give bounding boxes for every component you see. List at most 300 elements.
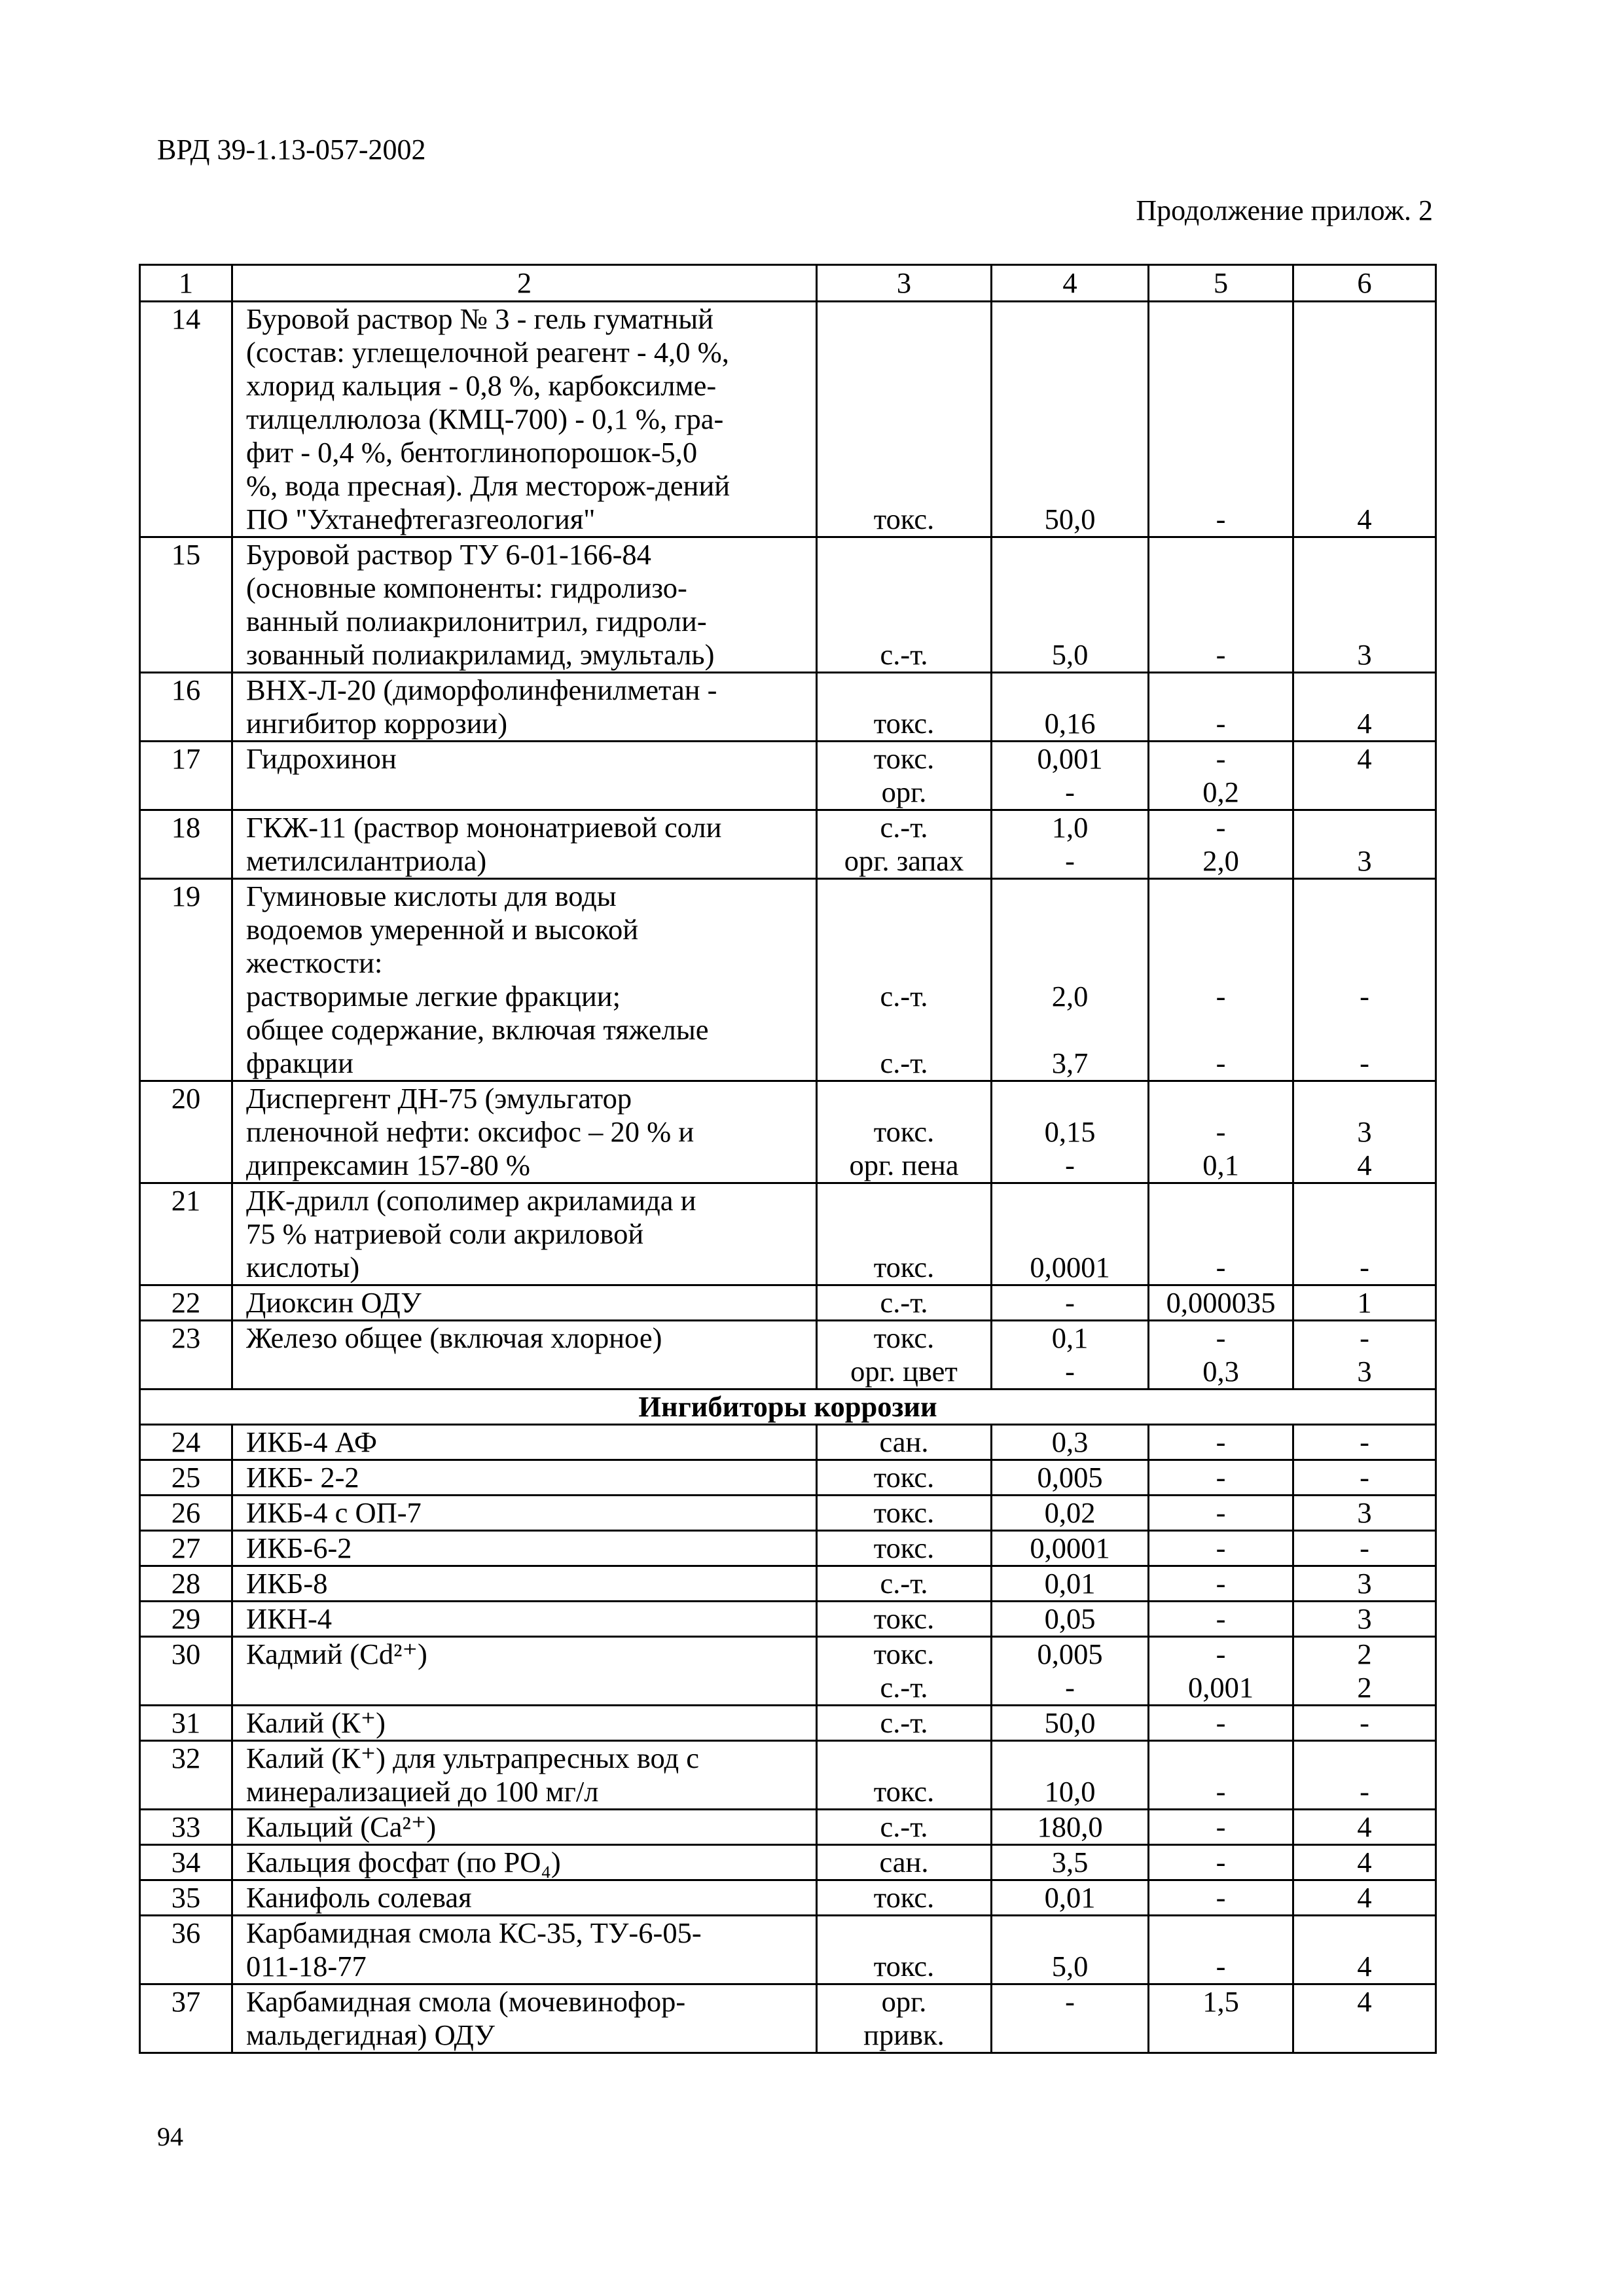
cell-line — [1294, 913, 1435, 946]
hazard-indicator — [817, 1984, 992, 2053]
name-line: минерализацией до 100 мг/л — [246, 1775, 599, 1808]
secondary-value — [1149, 537, 1293, 673]
concentration-value — [992, 1984, 1149, 2053]
table-row — [140, 1081, 1436, 1183]
hazard-class — [1293, 1566, 1436, 1602]
name-line: Диспергент ДН-75 (эмульгатор — [246, 1082, 632, 1115]
table-row — [140, 1496, 1436, 1531]
cell-line: - — [1360, 1461, 1369, 1494]
secondary-value — [1149, 1425, 1293, 1460]
row-number: 28 — [140, 1566, 232, 1602]
concentration-value — [992, 1566, 1149, 1602]
hazard-indicator — [817, 879, 992, 1081]
cell-line: токс. — [873, 1461, 935, 1494]
cell-line: - — [1216, 1602, 1226, 1635]
row-number: 21 — [140, 1183, 232, 1285]
name-line: ИКБ-4 с ОП-7 — [246, 1496, 422, 1529]
cell-line: 4 — [1357, 707, 1372, 740]
cell-line: - — [1360, 1775, 1369, 1808]
secondary-value — [1149, 1637, 1293, 1706]
concentration-value — [992, 1081, 1149, 1183]
cell-line: 0,0001 — [1030, 1532, 1110, 1564]
table-row — [140, 1566, 1436, 1602]
substance-name — [232, 1460, 817, 1496]
cell-line: 4 — [1357, 1985, 1372, 2018]
name-line: Кальция фосфат (по PO₄) — [246, 1846, 561, 1878]
cell-line: - — [1065, 844, 1075, 877]
hazard-indicator — [817, 810, 992, 879]
cell-line: - — [1360, 1047, 1369, 1079]
table-row — [140, 673, 1436, 742]
hazard-class — [1293, 810, 1436, 879]
hazard-class — [1293, 1425, 1436, 1460]
cell-line: 0,01 — [1044, 1567, 1096, 1600]
cell-line: 0,16 — [1044, 707, 1096, 740]
hazard-indicator — [817, 1880, 992, 1916]
cell-line: токс. — [873, 1321, 935, 1354]
cell-line: 0,15 — [1044, 1115, 1096, 1148]
substance-name — [232, 1916, 817, 1984]
cell-line: 2,0 — [1202, 844, 1239, 877]
table-row — [140, 1810, 1436, 1845]
name-line: Гидрохинон — [246, 742, 397, 775]
hazard-indicator — [817, 673, 992, 742]
row-number: 32 — [140, 1741, 232, 1810]
substance-name — [232, 1984, 817, 2053]
cell-line — [992, 913, 1147, 946]
name-line: кислоты) — [246, 1251, 360, 1283]
cell-line: - — [1216, 1426, 1226, 1458]
hazard-class — [1293, 1183, 1436, 1285]
name-line: жесткости: — [246, 946, 383, 979]
name-line: ГКЖ-11 (раствор мононатриевой соли — [246, 811, 722, 844]
column-header: 1 — [140, 265, 232, 302]
cell-line: с.-т. — [880, 980, 928, 1013]
row-number: 24 — [140, 1425, 232, 1460]
secondary-value — [1149, 1460, 1293, 1496]
concentration-value — [992, 1810, 1149, 1845]
cell-line: 3 — [1357, 1602, 1372, 1635]
cell-line: 0,02 — [1044, 1496, 1096, 1529]
cell-line: с.-т. — [880, 1671, 928, 1704]
cell-line: - — [1216, 1047, 1226, 1079]
cell-line: 0,0001 — [1030, 1251, 1110, 1283]
row-number: 34 — [140, 1845, 232, 1880]
secondary-value — [1149, 1183, 1293, 1285]
name-line: ИКБ-6-2 — [246, 1532, 352, 1564]
name-line: ДК-дрилл (сополимер акриламида и — [246, 1184, 696, 1217]
hazard-indicator — [817, 1285, 992, 1321]
cell-line — [1149, 1013, 1292, 1047]
concentration-value — [992, 1321, 1149, 1390]
cell-line — [1294, 811, 1435, 844]
hazard-class — [1293, 1706, 1436, 1741]
secondary-value — [1149, 879, 1293, 1081]
concentration-value — [992, 1880, 1149, 1916]
hazard-indicator — [817, 1637, 992, 1706]
name-line: фракции — [246, 1047, 353, 1079]
cell-line: - — [1360, 980, 1369, 1013]
secondary-value — [1149, 1845, 1293, 1880]
row-number: 26 — [140, 1496, 232, 1531]
substance-name — [232, 1845, 817, 1880]
hazard-class — [1293, 537, 1436, 673]
table-header-row — [140, 265, 1436, 302]
cell-line: 4 — [1357, 1881, 1372, 1914]
row-number: 27 — [140, 1531, 232, 1566]
substance-name — [232, 1706, 817, 1741]
table-row — [140, 1602, 1436, 1637]
cell-line: 2 — [1357, 1638, 1372, 1670]
name-line: Карбамидная смола КС-35, ТУ-6-05- — [246, 1916, 702, 1949]
substance-name — [232, 537, 817, 673]
cell-line: 0,3 — [1202, 1355, 1239, 1388]
secondary-value — [1149, 1602, 1293, 1637]
hazard-indicator — [817, 1425, 992, 1460]
concentration-value — [992, 537, 1149, 673]
cell-line — [818, 1013, 990, 1047]
name-line: общее содержание, включая тяжелые — [246, 1013, 709, 1046]
secondary-value — [1149, 673, 1293, 742]
cell-line: - — [1065, 1355, 1075, 1388]
substance-name — [232, 1810, 817, 1845]
cell-line: токс. — [873, 1602, 935, 1635]
hazard-indicator — [817, 1531, 992, 1566]
cell-line: - — [1065, 776, 1075, 808]
name-line: тилцеллюлоза (КМЦ-700) - 0,1 %, гра- — [246, 403, 724, 435]
table-row — [140, 810, 1436, 879]
secondary-value — [1149, 810, 1293, 879]
hazard-indicator — [817, 1321, 992, 1390]
cell-line: орг. цвет — [850, 1355, 958, 1388]
substance-name — [232, 673, 817, 742]
column-header: 4 — [992, 265, 1149, 302]
hazard-class — [1293, 1496, 1436, 1531]
substances-table — [139, 264, 1437, 2054]
cell-line: 50,0 — [1044, 503, 1096, 535]
cell-line: - — [1216, 980, 1226, 1013]
cell-line — [992, 2018, 1147, 2052]
name-line: ПО "Ухтанефтегазгеология" — [246, 503, 596, 535]
hazard-indicator — [817, 537, 992, 673]
hazard-class — [1293, 302, 1436, 537]
cell-line: 3,5 — [1051, 1846, 1089, 1878]
secondary-value — [1149, 1810, 1293, 1845]
cell-line: 3 — [1357, 844, 1372, 877]
cell-line: 50,0 — [1044, 1706, 1096, 1739]
substance-name — [232, 879, 817, 1081]
cell-line: - — [1216, 1321, 1226, 1354]
name-line: Кальций (Са²⁺) — [246, 1810, 437, 1843]
cell-line: 180,0 — [1037, 1810, 1103, 1843]
concentration-value — [992, 1741, 1149, 1810]
substance-name — [232, 1183, 817, 1285]
cell-line: 2,0 — [1051, 980, 1089, 1013]
substance-name — [232, 302, 817, 537]
substance-name — [232, 742, 817, 810]
cell-line — [1149, 880, 1292, 913]
name-line: мальдегидная) ОДУ — [246, 2018, 495, 2051]
hazard-class — [1293, 1845, 1436, 1880]
concentration-value — [992, 742, 1149, 810]
cell-line: - — [1360, 1532, 1369, 1564]
cell-line: - — [1360, 1706, 1369, 1739]
cell-line: - — [1065, 1985, 1075, 2018]
name-line: %, вода пресная). Для месторож-дений — [246, 469, 731, 502]
substance-name — [232, 1602, 817, 1637]
name-line: Калий (К⁺) — [246, 1706, 386, 1739]
name-line: ингибитор коррозии) — [246, 707, 508, 740]
hazard-indicator — [817, 1845, 992, 1880]
name-line: Карбамидная смола (мочевинофор- — [246, 1985, 686, 2018]
cell-line: 0,01 — [1044, 1881, 1096, 1914]
concentration-value — [992, 1531, 1149, 1566]
name-line: растворимые легкие фракции; — [246, 980, 621, 1013]
cell-line — [1294, 1013, 1435, 1047]
secondary-value — [1149, 1916, 1293, 1984]
cell-line: 0,001 — [1037, 742, 1103, 775]
cell-line: - — [1216, 1881, 1226, 1914]
name-line: 75 % натриевой соли акриловой — [246, 1217, 644, 1250]
cell-line: сан. — [879, 1846, 929, 1878]
cell-line: - — [1216, 1567, 1226, 1600]
row-number: 16 — [140, 673, 232, 742]
continuation-label: Продолжение прилож. 2 — [1136, 194, 1433, 226]
row-number: 25 — [140, 1460, 232, 1496]
cell-line: 1,5 — [1202, 1985, 1239, 2018]
cell-line: 0,005 — [1037, 1461, 1103, 1494]
name-line: Кадмий (Cd²⁺) — [246, 1638, 427, 1670]
cell-line — [992, 1082, 1147, 1115]
cell-line: токс. — [873, 1115, 935, 1148]
cell-line: сан. — [879, 1426, 929, 1458]
concentration-value — [992, 1706, 1149, 1741]
concentration-value — [992, 302, 1149, 537]
cell-line: - — [1360, 1251, 1369, 1283]
cell-line: 1,0 — [1051, 811, 1089, 844]
name-line: (основные компоненты: гидролизо- — [246, 571, 687, 604]
table-row — [140, 1637, 1436, 1706]
substance-name — [232, 1285, 817, 1321]
cell-line: 10,0 — [1044, 1775, 1096, 1808]
cell-line: с.-т. — [880, 1706, 928, 1739]
table-row — [140, 742, 1436, 810]
cell-line — [992, 1013, 1147, 1047]
cell-line: 5,0 — [1051, 1950, 1089, 1982]
cell-line — [1149, 946, 1292, 980]
hazard-class — [1293, 1285, 1436, 1321]
name-line: Диоксин ОДУ — [246, 1286, 422, 1319]
cell-line: с.-т. — [880, 1047, 928, 1079]
cell-line: 0,1 — [1051, 1321, 1089, 1354]
cell-line — [1294, 2018, 1435, 2052]
cell-line: токс. — [873, 707, 935, 740]
name-line: ИКБ-8 — [246, 1567, 328, 1600]
cell-line — [992, 880, 1147, 913]
cell-line: с.-т. — [880, 811, 928, 844]
concentration-value — [992, 1496, 1149, 1531]
concentration-value — [992, 879, 1149, 1081]
cell-line: токс. — [873, 1251, 935, 1283]
name-line: ИКН-4 — [246, 1602, 333, 1635]
cell-line: с.-т. — [880, 638, 928, 671]
cell-line: - — [1216, 1638, 1226, 1670]
name-line: Гуминовые кислоты для воды — [246, 880, 617, 912]
cell-line: орг. — [881, 776, 927, 808]
name-line: хлорид кальция - 0,8 %, карбоксилме- — [246, 369, 717, 402]
table-row — [140, 1321, 1436, 1390]
table-row — [140, 1916, 1436, 1984]
table-row — [140, 1183, 1436, 1285]
secondary-value — [1149, 1081, 1293, 1183]
cell-line: 0,001 — [1187, 1671, 1254, 1704]
name-line: фит - 0,4 %, бентоглинопорошок-5,0 — [246, 436, 698, 469]
cell-line: 5,0 — [1051, 638, 1089, 671]
section-title: Ингибиторы коррозии — [140, 1390, 1436, 1425]
substance-name — [232, 810, 817, 879]
hazard-class — [1293, 1984, 1436, 2053]
row-number: 20 — [140, 1081, 232, 1183]
cell-line: - — [1065, 1149, 1075, 1181]
name-line: Буровой раствор № 3 - гель гуматный — [246, 302, 713, 335]
cell-line: токс. — [873, 1532, 935, 1564]
name-line: 011-18-77 — [246, 1950, 367, 1982]
cell-line — [818, 1082, 990, 1115]
document-code: ВРД 39-1.13-057-2002 — [157, 134, 426, 166]
cell-line: - — [1216, 1115, 1226, 1148]
column-header: 2 — [232, 265, 817, 302]
cell-line: 4 — [1357, 1810, 1372, 1843]
cell-line: токс. — [873, 503, 935, 535]
hazard-indicator — [817, 742, 992, 810]
cell-line: 3,7 — [1051, 1047, 1089, 1079]
row-number: 30 — [140, 1637, 232, 1706]
cell-line: токс. — [873, 1775, 935, 1808]
table-row — [140, 302, 1436, 537]
table-row — [140, 1880, 1436, 1916]
row-number: 36 — [140, 1916, 232, 1984]
table-row — [140, 1425, 1436, 1460]
cell-line: привк. — [863, 2018, 945, 2051]
cell-line: 0,000035 — [1166, 1286, 1276, 1319]
cell-line: 4 — [1357, 1846, 1372, 1878]
row-number: 14 — [140, 302, 232, 537]
cell-line — [1294, 946, 1435, 980]
name-line: дипрексамин 157-80 % — [246, 1149, 531, 1181]
row-number: 35 — [140, 1880, 232, 1916]
cell-line — [1294, 880, 1435, 913]
substance-name — [232, 1566, 817, 1602]
hazard-indicator — [817, 1081, 992, 1183]
row-number: 23 — [140, 1321, 232, 1390]
table-row — [140, 879, 1436, 1081]
table-row — [140, 537, 1436, 673]
page-number: 94 — [157, 2122, 183, 2151]
row-number: 31 — [140, 1706, 232, 1741]
cell-line: токс. — [873, 742, 935, 775]
cell-line — [1149, 913, 1292, 946]
cell-line: 3 — [1357, 1115, 1372, 1148]
name-line: Железо общее (включая хлорное) — [246, 1321, 662, 1354]
hazard-class — [1293, 1637, 1436, 1706]
cell-line: - — [1216, 811, 1226, 844]
name-line: зованный полиакриламид, эмульталь) — [246, 638, 715, 671]
hazard-class — [1293, 1916, 1436, 1984]
cell-line: - — [1065, 1286, 1075, 1319]
cell-line: 3 — [1357, 1355, 1372, 1388]
cell-line: 3 — [1357, 1567, 1372, 1600]
hazard-indicator — [817, 1496, 992, 1531]
substance-name — [232, 1081, 817, 1183]
concentration-value — [992, 1916, 1149, 1984]
table-row — [140, 1460, 1436, 1496]
hazard-class — [1293, 1741, 1436, 1810]
cell-line: - — [1065, 1671, 1075, 1704]
cell-line — [1149, 1082, 1292, 1115]
hazard-class — [1293, 1531, 1436, 1566]
concentration-value — [992, 673, 1149, 742]
concentration-value — [992, 1637, 1149, 1706]
hazard-indicator — [817, 1810, 992, 1845]
name-line: ИКБ- 2-2 — [246, 1461, 359, 1494]
row-number: 22 — [140, 1285, 232, 1321]
secondary-value — [1149, 1531, 1293, 1566]
name-line: ванный полиакрилонитрил, гидроли- — [246, 605, 707, 637]
cell-line: 0,05 — [1044, 1602, 1096, 1635]
hazard-indicator — [817, 1602, 992, 1637]
name-line: водоемов умеренной и высокой — [246, 913, 639, 946]
hazard-indicator — [817, 302, 992, 537]
concentration-value — [992, 1183, 1149, 1285]
hazard-class — [1293, 673, 1436, 742]
row-number: 17 — [140, 742, 232, 810]
cell-line: 4 — [1357, 503, 1372, 535]
cell-line: 0,005 — [1037, 1638, 1103, 1670]
secondary-value — [1149, 302, 1293, 537]
hazard-indicator — [817, 1706, 992, 1741]
hazard-class — [1293, 1602, 1436, 1637]
table-row — [140, 1285, 1436, 1321]
secondary-value — [1149, 1984, 1293, 2053]
substance-name — [232, 1496, 817, 1531]
concentration-value — [992, 1845, 1149, 1880]
hazard-indicator — [817, 1916, 992, 1984]
cell-line: токс. — [873, 1950, 935, 1982]
cell-line: - — [1216, 1251, 1226, 1283]
cell-line: орг. пена — [849, 1149, 959, 1181]
row-number: 15 — [140, 537, 232, 673]
substance-name — [232, 1741, 817, 1810]
cell-line: - — [1216, 1810, 1226, 1843]
column-header: 6 — [1293, 265, 1436, 302]
column-header: 3 — [817, 265, 992, 302]
cell-line — [1294, 776, 1435, 809]
cell-line: - — [1216, 1950, 1226, 1982]
name-line: ВНХ-Л-20 (диморфолинфенилметан - — [246, 673, 717, 706]
hazard-indicator — [817, 1460, 992, 1496]
substance-name — [232, 1425, 817, 1460]
cell-line — [1294, 1082, 1435, 1115]
secondary-value — [1149, 1880, 1293, 1916]
cell-line: - — [1216, 1532, 1226, 1564]
cell-line: 4 — [1357, 742, 1372, 775]
row-number: 29 — [140, 1602, 232, 1637]
cell-line: 0,2 — [1202, 776, 1239, 808]
row-number: 18 — [140, 810, 232, 879]
cell-line: 1 — [1357, 1286, 1372, 1319]
name-line: Канифоль солевая — [246, 1881, 472, 1914]
substance-name — [232, 1531, 817, 1566]
